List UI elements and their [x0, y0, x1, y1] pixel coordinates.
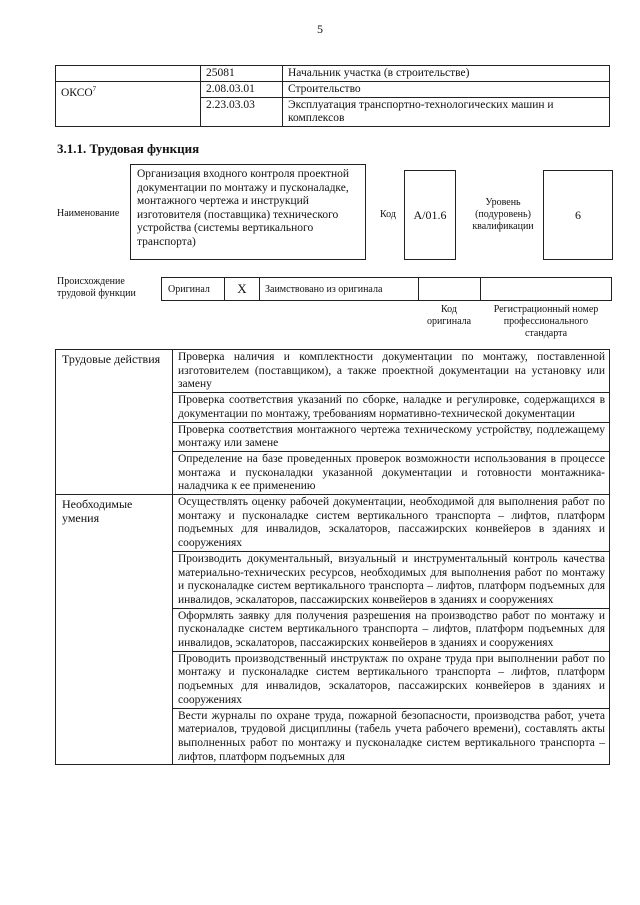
- okso-title: Начальник участка (в строительстве): [283, 66, 610, 82]
- page-number: 5: [317, 22, 323, 36]
- skill: Оформлять заявку для получения разрешения на производство работ по монтажу и пусконаладке систем вертикального транспорта – лифтов, платформ подъемных для инвалидов, эскалаторов, пассажирских конвейеров в зданиях и сооружениях: [173, 608, 610, 651]
- reg-caption: Регистрационный номер профессионального стандарта: [493, 304, 599, 339]
- table-row: [56, 82, 610, 98]
- name-label: Наименование: [57, 208, 120, 219]
- code-label: Код: [380, 209, 396, 220]
- original-mark: X: [225, 278, 260, 300]
- skill: Осуществлять оценку рабочей документации, необходимой для выполнения работ по монтажу и пусконаладке систем вертикального транспорта – лифтов, платформ подъемных для инвалидов, эскалаторов, пассажирских конвейеров в зданиях и сооружениях: [173, 495, 610, 552]
- labor-action: Определение на базе проведенных проверок возможности использования в процессе монтажа и пусконаладки указанной документации и готовности монтажника-наладчика к ее применению: [173, 451, 610, 494]
- origin-row: [161, 277, 612, 301]
- okso-code: 2.08.03.01: [201, 82, 283, 98]
- level-value: 6: [543, 170, 613, 260]
- code-caption: Код оригинала: [426, 304, 472, 327]
- origin-label: Происхождение трудовой функции: [57, 276, 136, 299]
- name-value: Организация входного контроля проектной документации по монтажу и пусконаладке, монтажного чертежа и инструкций изготовителя (поставщика) технического устройства (системы вертикального транспорта): [130, 164, 366, 260]
- table-row: [56, 495, 610, 552]
- section-title: 3.1.1. Трудовая функция: [57, 141, 200, 156]
- skill: Производить документальный, визуальный и инструментальный контроль качества материально-технических ресурсов, необходимых для выполнения работ по монтажу и пусконаладке систем вертикального транспорта – лифтов, платформ подъемных для инвалидов, эскалаторов, пассажирских конвейеров в зданиях и сооружениях: [173, 551, 610, 608]
- skill: Вести журналы по охране труда, пожарной безопасности, производства работ, учета материалов, трудовой дисциплины (табель учета рабочего времени), составлять акты выполненных работ по монтажу и пусконаладке систем вертикального транспорта – лифтов, платформ подъемных для: [173, 708, 610, 765]
- reg-number-cell: [480, 278, 611, 300]
- code-value: A/01.6: [404, 170, 456, 260]
- labor-action: Проверка соответствия указаний по сборке, наладке и регулировке, содержащихся в документации по монтажу, требованиям нормативно-технической документации: [173, 393, 610, 422]
- original-label: Оригинал: [162, 278, 225, 300]
- skills-label: Необходимые умения: [56, 495, 173, 765]
- borrowed-label: Заимствовано из оригинала: [259, 278, 419, 300]
- original-code-cell: [419, 278, 481, 300]
- labor-action: Проверка соответствия монтажного чертежа техническому устройству, подлежащему монтажу или замене: [173, 422, 610, 451]
- main-table: [55, 349, 610, 765]
- labor-action: Проверка наличия и комплектности документации по монтажу, поставленной изготовителем (поставщиком), а также проектной документации на установку или замену: [173, 350, 610, 393]
- okso-label: ОКСО: [61, 86, 93, 99]
- okso-title: Эксплуатация транспортно-технологических машин и комплексов: [283, 98, 610, 127]
- level-label: Уровень (подуровень) квалификации: [472, 197, 534, 232]
- skill: Проводить производственный инструктаж по охране труда при выполнении работ по монтажу и пусконаладке систем вертикального транспорта – лифтов, платформ подъемных для инвалидов, эскалаторов, пассажирских конвейеров в зданиях и сооружениях: [173, 651, 610, 708]
- okso-label-cell: [56, 82, 201, 127]
- okso-code: 2.23.03.03: [201, 98, 283, 127]
- labor-actions-label: Трудовые действия: [56, 350, 173, 495]
- okso-empty-cell: [56, 66, 201, 82]
- okso-table: [55, 65, 610, 127]
- okso-footnote: 7: [92, 85, 97, 93]
- okso-code: 25081: [201, 66, 283, 82]
- table-row: [56, 66, 610, 82]
- okso-title: Строительство: [283, 82, 610, 98]
- table-row: [56, 350, 610, 393]
